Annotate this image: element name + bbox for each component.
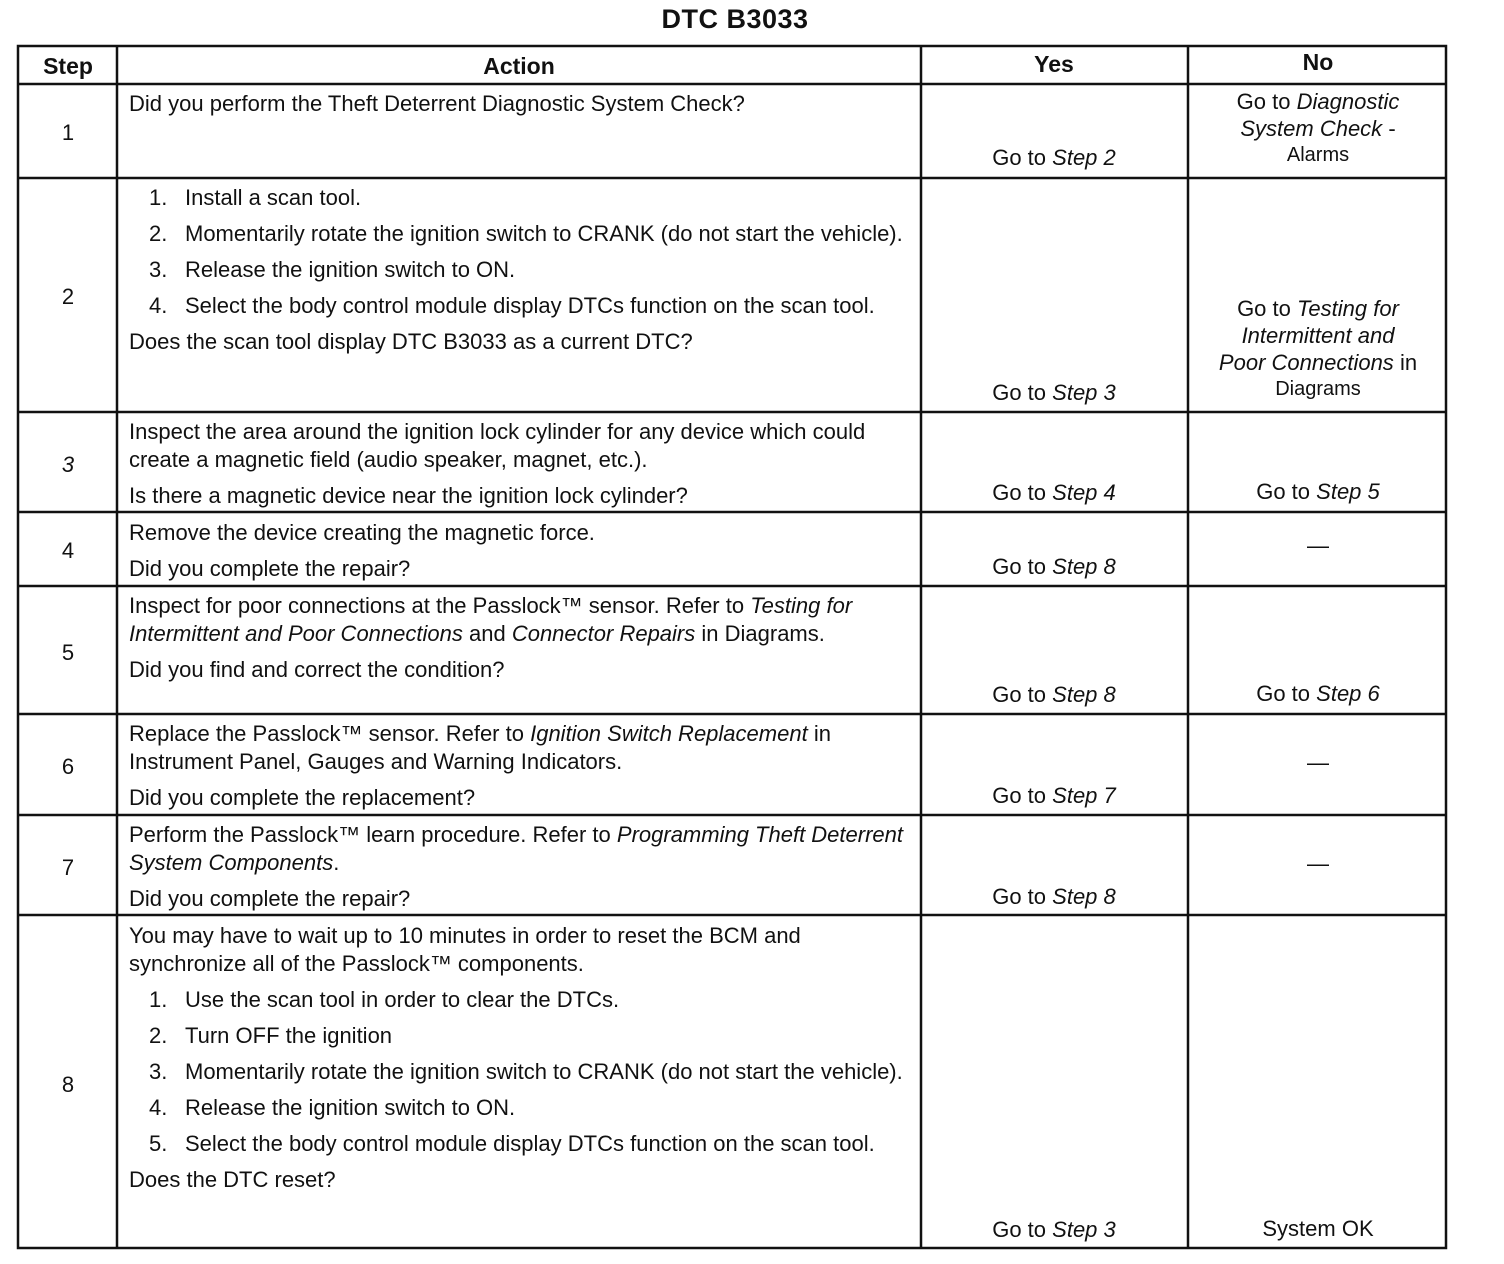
action-question: Is there a magnetic device near the ignition lock cylinder? [129,483,688,508]
step-number: 8 [61,1072,75,1097]
action-text-pre: Replace the Passlock™ sensor. Refer to [129,721,524,746]
no-cell [1190,295,1446,403]
list-item [129,1058,914,1086]
item-text: Use the scan tool in order to clear the DTCs. [185,987,620,1012]
go-to-text: Go to [1236,89,1291,114]
action-cell [129,184,914,356]
no-cell-dash: — [1307,750,1329,775]
action-cell [129,922,914,1194]
go-to-text: Go to [992,682,1047,707]
item-number: 3. [149,257,168,282]
reference-link[interactable]: Programming Theft Deterrent System Components [129,822,903,875]
step-number: 6 [61,754,75,779]
step-link[interactable]: Step 6 [1316,681,1380,706]
list-item [129,220,914,248]
yes-cell [922,682,1186,708]
list-item [129,184,914,212]
action-text: You may have to wait up to 10 minutes in order to reset the BCM and synchronize all of the Passlock™ components. [129,923,801,976]
step-link[interactable]: Step 3 [1052,1217,1116,1242]
document-title: DTC B3033 [661,4,809,34]
reference-link[interactable]: Ignition Switch Replacement [530,721,808,746]
step-link[interactable]: Step 5 [1316,479,1380,504]
action-question: Does the scan tool display DTC B3033 as a current DTC? [129,329,693,354]
action-question: Did you complete the replacement? [129,785,476,810]
reference-link[interactable]: Testing for [1297,296,1399,321]
list-item [129,1094,914,1122]
action-question: Did you complete the repair? [129,886,411,911]
item-number: 2. [149,221,168,246]
step-number: 3 [61,452,75,477]
action-text-and: and [468,621,506,646]
reference-link[interactable]: Diagnostic [1296,89,1400,114]
item-number: 2. [149,1023,168,1048]
item-text: Momentarily rotate the ignition switch to CRANK (do not start the vehicle). [185,1059,903,1084]
no-cell: System OK [1262,1216,1374,1241]
item-text: Select the body control module display DTCs function on the scan tool. [185,293,875,318]
item-number: 1. [149,987,168,1012]
separator: - [1388,116,1396,141]
item-number: 4. [149,1095,168,1120]
step-link[interactable]: Step 2 [1052,145,1116,170]
item-text: Release the ignition switch to ON. [185,1095,516,1120]
go-to-text: Go to [1256,479,1311,504]
go-to-text: Go to [992,554,1047,579]
step-link[interactable]: Step 8 [1052,682,1116,707]
header-yes: Yes [1034,51,1074,77]
step-number: 5 [61,640,75,665]
no-cell [1190,88,1446,169]
no-cell-dash: — [1307,851,1329,876]
step-link[interactable]: Step 4 [1052,480,1116,505]
action-text-pre: Perform the Passlock™ learn procedure. Refer to [129,822,611,847]
item-number: 3. [149,1059,168,1084]
action-cell [129,821,914,913]
no-cell [1190,478,1446,505]
list-item [129,1022,914,1050]
action-cell [129,519,914,583]
item-text: Turn OFF the ignition [185,1023,393,1048]
in-text: in [1399,350,1418,375]
action-text: Remove the device creating the magnetic force. [129,520,595,545]
yes-cell [922,145,1186,171]
action-text: Did you perform the Theft Deterrent Diagnostic System Check? [129,91,745,116]
action-question: Did you complete the repair? [129,556,411,581]
step-link[interactable]: Step 7 [1052,783,1116,808]
action-text-post: . [333,850,340,875]
reference-link[interactable]: Testing for Intermittent and Poor Connections [129,593,853,646]
go-to-text: Go to [992,1217,1047,1242]
step-number: 1 [61,120,75,145]
yes-cell [922,783,1186,809]
action-text [129,592,914,648]
item-text: Select the body control module display DTCs function on the scan tool. [185,1131,875,1156]
action-cell [129,720,914,812]
instruction-list [129,986,914,1158]
no-cell-dash: — [1307,533,1329,558]
item-number: 5. [149,1131,168,1156]
go-to-text: Go to [992,884,1047,909]
yes-cell [922,1217,1186,1243]
list-item [129,292,914,320]
header-no: No [1302,49,1334,75]
reference-link[interactable]: Connector Repairs [511,621,696,646]
reference-link[interactable]: Intermittent and [1241,323,1395,348]
list-item [129,986,914,1014]
step-number: 2 [61,284,75,309]
item-number: 4. [149,293,168,318]
go-to-text: Go to [992,380,1047,405]
yes-cell [922,480,1186,506]
step-number: 7 [61,855,75,880]
reference-link[interactable]: System Check [1240,116,1383,141]
action-text-post: in Instrument Panel, Gauges and Warning Indicators. [129,721,831,774]
reference-location: Alarms [1286,144,1350,166]
yes-cell [922,884,1186,910]
action-text-post: in Diagrams. [701,621,825,646]
action-cell [129,592,914,684]
action-cell [129,418,914,510]
go-to-text: Go to [992,783,1047,808]
header-action: Action [483,53,555,79]
item-text: Momentarily rotate the ignition switch to CRANK (do not start the vehicle). [185,221,903,246]
action-question: Did you find and correct the condition? [129,657,505,682]
action-text [129,821,914,877]
item-text: Install a scan tool. [185,185,362,210]
yes-cell [922,380,1186,406]
header-step: Step [43,53,93,79]
step-link[interactable]: Step 8 [1052,554,1116,579]
go-to-text: Go to [1237,296,1291,321]
go-to-text: Go to [1256,681,1311,706]
item-text: Release the ignition switch to ON. [185,257,516,282]
step-link[interactable]: Step 3 [1052,380,1116,405]
step-number: 4 [61,538,75,563]
reference-location: Diagrams [1275,378,1361,400]
list-item [129,256,914,284]
action-text-pre: Inspect for poor connections at the Passlock™ sensor. Refer to [129,593,745,618]
action-text: Inspect the area around the ignition lock cylinder for any device which could create a magnetic field (audio speaker, magnet, etc.). [129,419,866,472]
yes-cell [922,554,1186,580]
list-item [129,1130,914,1158]
no-cell [1190,680,1446,707]
action-cell [129,90,914,118]
action-text [129,720,914,776]
reference-link[interactable]: Poor Connections [1218,350,1394,375]
go-to-text: Go to [992,480,1047,505]
step-link[interactable]: Step 8 [1052,884,1116,909]
go-to-text: Go to [992,145,1047,170]
action-question: Does the DTC reset? [129,1167,336,1192]
instruction-list [129,184,914,320]
item-number: 1. [149,185,168,210]
